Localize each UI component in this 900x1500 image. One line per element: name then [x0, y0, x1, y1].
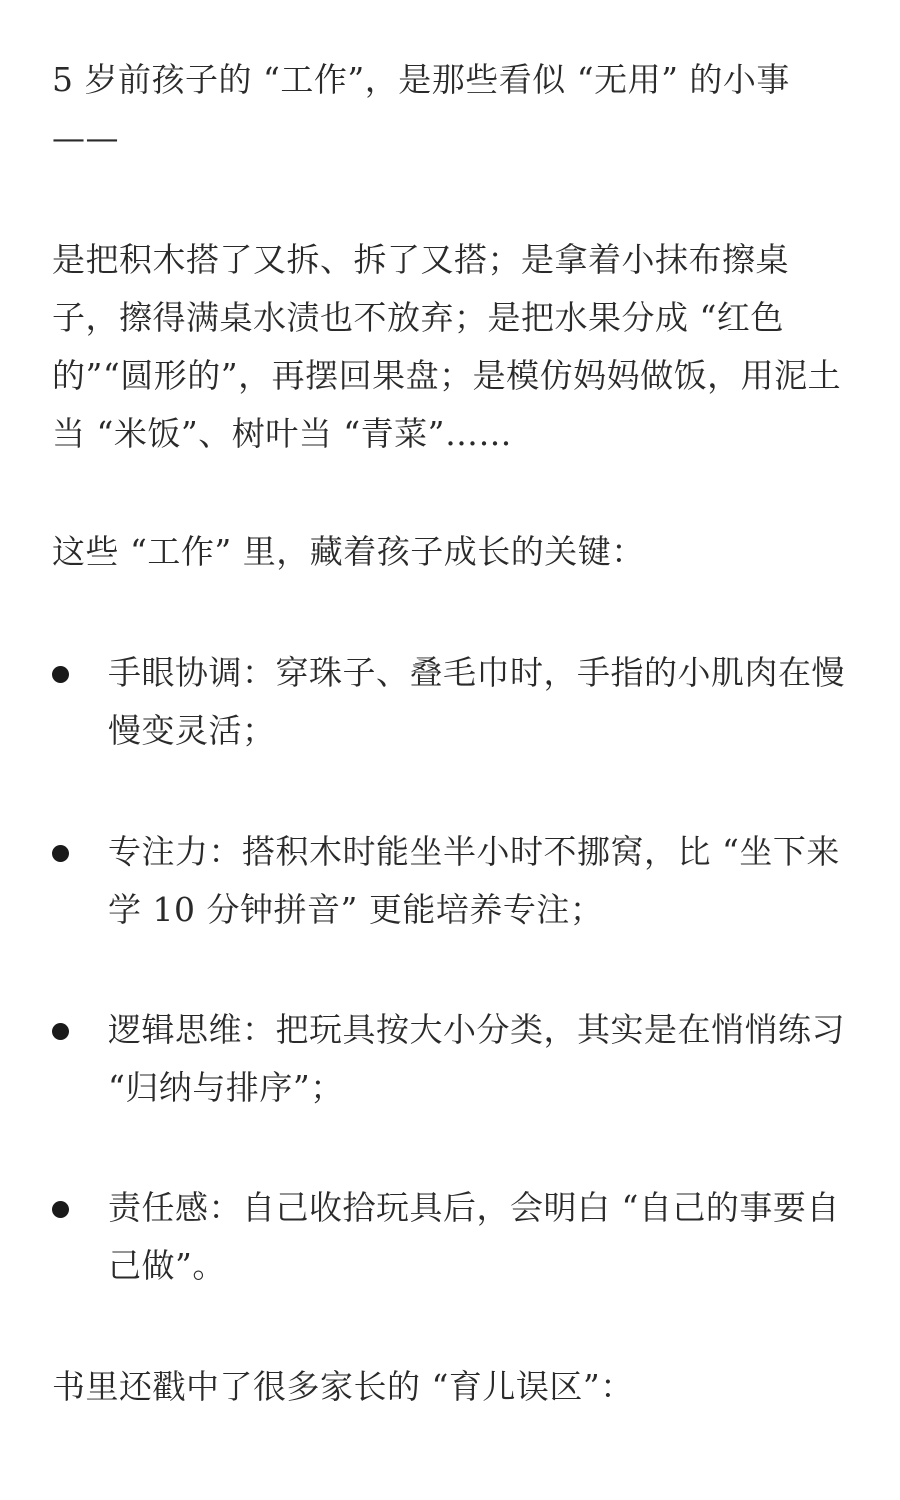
bullet-text: 手眼协调：穿珠子、叠毛巾时，手指的小肌肉在慢慢变灵活； [108, 653, 845, 750]
intro-paragraph: 5 岁前孩子的 “工作”，是那些看似 “无用” 的小事—— [52, 60, 790, 157]
examples-paragraph: 是把积木搭了又拆、拆了又搭；是拿着小抹布擦桌子，擦得满桌水渍也不放弃；是把水果分成 “红色的”“圆形的”，再摆回果盘；是模仿妈妈做饭，用泥土当 “米饭”、树叶当 “青菜”…… [52, 240, 842, 453]
bullet-dot-icon [52, 1023, 69, 1040]
bullet-text: 专注力：搭积木时能坐半小时不挪窝，比 “坐下来学 10 分钟拼音” 更能培养专注； [108, 832, 840, 929]
closing-paragraph: 书里还戳中了很多家长的 “育儿误区”： [52, 1367, 634, 1406]
bullet-text: 责任感：自己收拾玩具后，会明白 “自己的事要自己做”。 [108, 1188, 840, 1285]
key-intro-paragraph: 这些 “工作” 里，藏着孩子成长的关键： [52, 532, 645, 571]
bullet-dot-icon [52, 845, 69, 862]
bullet-dot-icon [52, 666, 69, 683]
bullet-dot-icon [52, 1201, 69, 1218]
bullet-text: 逻辑思维：把玩具按大小分类，其实是在悄悄练习 “归纳与排序”； [108, 1010, 845, 1107]
